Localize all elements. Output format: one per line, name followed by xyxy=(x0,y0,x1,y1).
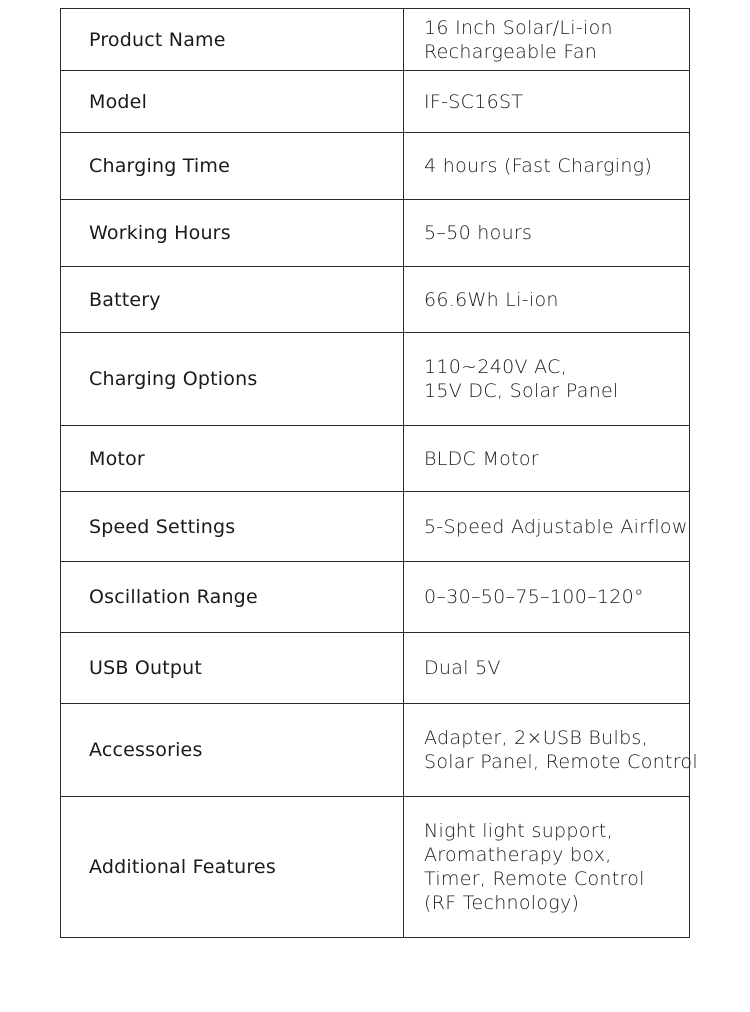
spec-value-line: Solar Panel, Remote Control xyxy=(424,751,698,773)
spec-row-charging-time xyxy=(61,133,690,200)
spec-label: Model xyxy=(61,71,404,133)
spec-row-battery xyxy=(61,267,690,333)
spec-row-charging-options xyxy=(61,333,690,426)
spec-row-working-hours xyxy=(61,200,690,267)
spec-value-line: 0–30–50–75–100–120° xyxy=(424,586,644,608)
spec-value-line: 4 hours (Fast Charging) xyxy=(424,155,653,177)
spec-label: Accessories xyxy=(61,704,404,797)
spec-value-line: Aromatherapy box, xyxy=(424,844,612,866)
spec-value xyxy=(404,426,690,492)
spec-value xyxy=(404,71,690,133)
spec-value xyxy=(404,267,690,333)
spec-label: Motor xyxy=(61,426,404,492)
spec-value xyxy=(404,562,690,633)
spec-value-line: 110~240V AC, xyxy=(424,356,568,378)
spec-value xyxy=(404,200,690,267)
spec-row-product-name xyxy=(61,9,690,71)
spec-label: Additional Features xyxy=(61,797,404,938)
spec-row-model xyxy=(61,71,690,133)
spec-value-line: Rechargeable Fan xyxy=(424,40,598,63)
spec-row-usb-output xyxy=(61,633,690,704)
spec-value xyxy=(404,704,698,797)
spec-value xyxy=(404,9,690,71)
spec-value xyxy=(404,492,690,562)
spec-value-line: Night light support, xyxy=(424,820,613,842)
spec-row-oscillation-range xyxy=(61,562,690,633)
spec-row-accessories xyxy=(61,704,690,797)
spec-value xyxy=(404,633,690,704)
spec-value-line: IF-SC16ST xyxy=(424,90,524,113)
spec-label: Product Name xyxy=(61,9,404,71)
spec-value-line: 5-Speed Adjustable Airflow xyxy=(424,515,688,538)
spec-value-line: 15V DC, Solar Panel xyxy=(424,380,619,402)
spec-value-line: 16 Inch Solar/Li-ion xyxy=(424,16,613,39)
spec-row-motor xyxy=(61,426,690,492)
spec-value-line: Dual 5V xyxy=(424,657,501,679)
spec-label: Charging Time xyxy=(61,133,404,200)
spec-value-line: 66.6Wh Li-ion xyxy=(424,288,559,311)
spec-label: Speed Settings xyxy=(61,492,404,562)
spec-value-line: BLDC Motor xyxy=(424,447,539,470)
spec-row-additional-features xyxy=(61,797,690,938)
spec-value-line: Timer, Remote Control xyxy=(424,868,645,890)
spec-value-line: (RF Technology) xyxy=(424,892,580,914)
spec-value xyxy=(404,133,690,200)
spec-value-line: Adapter, 2×USB Bulbs, xyxy=(424,727,648,749)
spec-value xyxy=(404,797,690,938)
spec-table xyxy=(60,8,698,938)
spec-label: Battery xyxy=(61,267,404,333)
spec-row-speed-settings xyxy=(61,492,690,562)
spec-value-line: 5–50 hours xyxy=(424,222,533,244)
spec-label: Charging Options xyxy=(61,333,404,426)
spec-label: Working Hours xyxy=(61,200,404,267)
spec-label: USB Output xyxy=(61,633,404,704)
spec-value xyxy=(404,333,690,426)
spec-label: Oscillation Range xyxy=(61,562,404,633)
